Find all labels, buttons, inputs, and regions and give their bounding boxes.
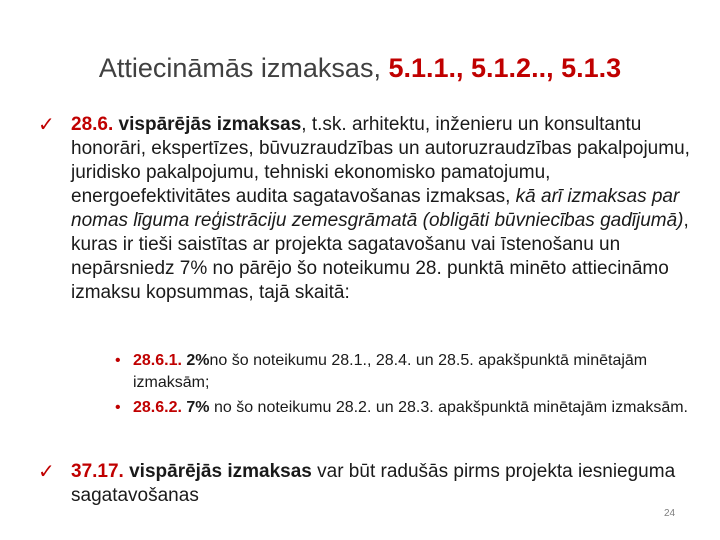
title-refs: 5.1.1., 5.1.2.., 5.1.3 xyxy=(388,53,622,83)
slide-title xyxy=(0,50,720,86)
item-text-part: , t.sk. arhitektu, inženieru un konsultantu honorāri, ekspertīzes, būvuzraudzības un autoruzraudzības pakalpojumu, juridisko pakalpojumu, tehniski ekonomisko pamatojumu, energoefektivitātes audita sagatavošanas izmaksas, xyxy=(71,114,690,207)
bullet-icon: • xyxy=(115,399,121,416)
sub-item-number: 28.6.2. xyxy=(133,399,182,416)
checkmark-icon: ✓ xyxy=(38,461,55,483)
item-text-part: , kuras ir tieši saistītas ar projekta sagatavošanu vai īstenošanu un nepārsniedz 7% no pārējo šo noteikumu 28. punktā minēto attiecināmo izmaksu kopsummas, tajā skaitā: xyxy=(71,210,689,303)
sub-item-number: 28.6.1. xyxy=(133,352,182,369)
sub-item-28-6-1 xyxy=(110,350,700,394)
page-number: 24 xyxy=(664,508,676,519)
sub-list xyxy=(110,350,700,422)
sub-item-text: no šo noteikumu 28.2. un 28.3. apakšpunktā minētajām izmaksām. xyxy=(209,399,688,416)
checkmark-icon: ✓ xyxy=(38,114,55,136)
bullet-icon: • xyxy=(115,352,121,369)
sub-item-text: no šo noteikumu 28.1., 28.4. un 28.5. apakšpunktā minētajām izmaksām; xyxy=(133,352,648,391)
sub-item-percent: 2% xyxy=(186,352,210,369)
title-main: Attiecināmās izmaksas, xyxy=(98,53,381,83)
sub-item-percent: 7% xyxy=(186,399,210,416)
item-bold-term: vispārējās izmaksas xyxy=(118,114,302,135)
item-number: 37.17. xyxy=(71,461,124,482)
item-text-part: var būt radušās pirms projekta iesnieguma sagatavošanas xyxy=(71,461,676,506)
sub-item-28-6-2 xyxy=(110,397,700,419)
list-item-37-17 xyxy=(38,460,692,508)
item-text xyxy=(44,113,692,305)
item-bold-term: vispārējās izmaksas xyxy=(129,461,312,482)
item-text xyxy=(44,460,692,508)
item-italic-text: kā arī izmaksas par nomas līguma reģistrāciju zemesgrāmatā (obligāti būvniecības gadījumā) xyxy=(71,186,684,231)
list-item-28-6 xyxy=(38,113,692,305)
item-number: 28.6. xyxy=(71,114,114,135)
